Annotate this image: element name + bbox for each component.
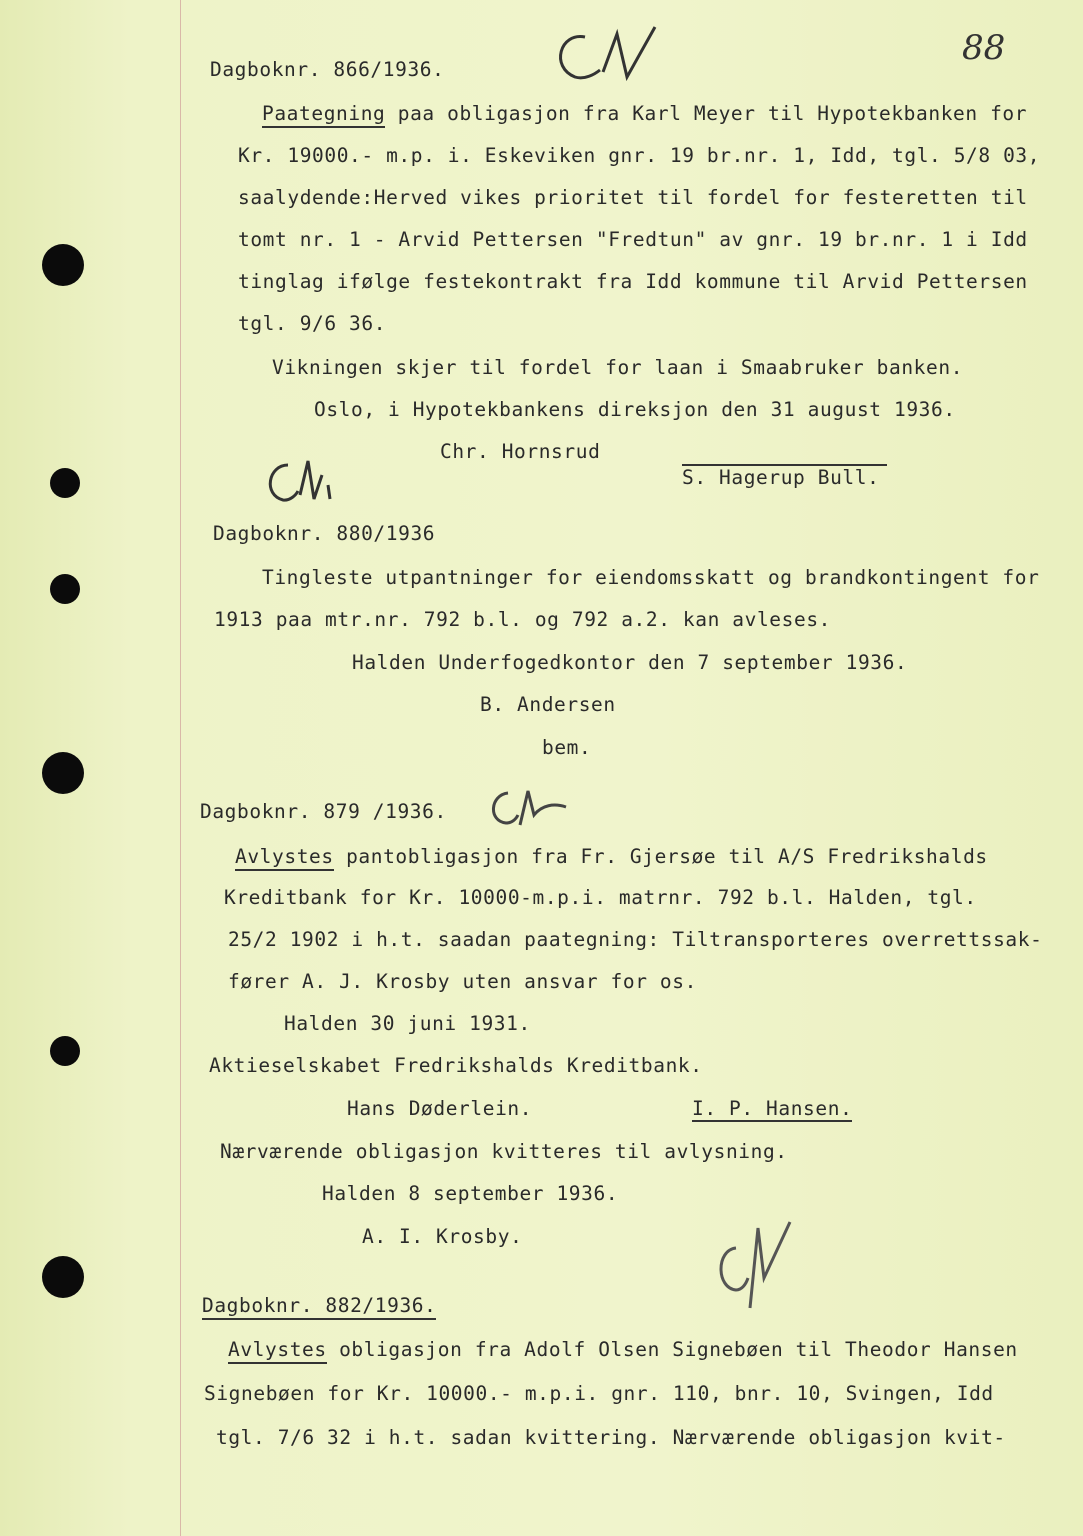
text-line: fører A. J. Krosby uten ansvar for os. [228,970,697,993]
text-line: tinglag ifølge festekontrakt fra Idd kommune til Arvid Pettersen [238,270,1028,293]
underlined-word: Dagboknr. 882/1936. [202,1294,436,1320]
text-line: tgl. 7/6 32 i h.t. sadan kvittering. Nærværende obligasjon kvit- [216,1426,1006,1449]
text-line: tomt nr. 1 - Arvid Pettersen "Fredtun" av gnr. 19 br.nr. 1 i Idd [238,228,1028,251]
text-line-rest: pantobligasjon fra Fr. Gjersøe til A/S Fredrikshalds [333,845,988,868]
punch-hole [42,752,84,794]
signature-name: A. I. Krosby. [362,1225,523,1248]
text-line: Aktieselskabet Fredrikshalds Kreditbank. [209,1054,703,1077]
text-line: Oslo, i Hypotekbankens direksjon den 31 august 1936. [314,398,956,421]
text-line [228,1338,1018,1361]
signature-name: S. Hagerup Bull. [682,464,887,489]
text-line: Nærværende obligasjon kvitteres til avlysning. [220,1140,788,1163]
text-line: Kr. 19000.- m.p. i. Eskeviken gnr. 19 br.nr. 1, Idd, tgl. 5/8 03, [238,144,1041,167]
text-line: Vikningen skjer til fordel for laan i Smaabruker banken. [272,356,964,379]
punch-hole [50,468,80,498]
text-line: 1913 paa mtr.nr. 792 b.l. og 792 a.2. kan avleses. [214,608,831,631]
text-line: Signebøen for Kr. 10000.- m.p.i. gnr. 110, bnr. 10, Svingen, Idd [204,1382,994,1405]
text-line: 25/2 1902 i h.t. saadan paategning: Tiltransporteres overrettssak- [228,928,1043,951]
entry-header: Dagboknr. 879 /1936. [200,800,447,823]
text-line: tgl. 9/6 36. [238,312,387,335]
page-number: 88 [962,28,1006,68]
text-line-rest: paa obligasjon fra Karl Meyer til Hypotekbanken for [385,102,1028,125]
text-line: Kreditbank for Kr. 10000-m.p.i. matrnr. 792 b.l. Halden, tgl. [224,886,977,909]
underlined-word: Avlystes [228,1338,327,1364]
text-line: Tingleste utpantninger for eiendomsskatt og brandkontingent for [262,566,1040,589]
punch-hole [50,574,80,604]
entry-header: Dagboknr. 866/1936. [210,58,445,81]
punch-hole [42,244,84,286]
text-line: bem. [542,736,592,759]
text-line: Halden 30 juni 1931. [284,1012,531,1035]
text-line: saalydende:Herved vikes prioritet til fordel for festeretten til [238,186,1028,209]
punch-hole [50,1036,80,1066]
underlined-word: Avlystes [235,845,334,871]
text-line [262,102,1027,125]
entry-header [202,1294,436,1317]
handwritten-mark [258,455,348,515]
handwritten-mark [484,785,574,835]
signature-name: Chr. Hornsrud [440,440,601,463]
entry-header: Dagboknr. 880/1936 [213,522,436,545]
signature-name: B. Andersen [480,693,616,716]
handwritten-mark [710,1218,810,1318]
text-line [235,845,988,868]
handwritten-mark [545,22,685,92]
punch-hole [42,1256,84,1298]
text-line-rest: obligasjon fra Adolf Olsen Signebøen til Theodor Hansen [326,1338,1018,1361]
text-line: Halden Underfogedkontor den 7 september 1936. [352,651,908,674]
signature-name: Hans Døderlein. [347,1097,533,1120]
signature-name: I. P. Hansen. [692,1097,853,1120]
margin-line [180,0,181,1536]
underlined-word: Paategning [262,102,385,128]
text-line: Halden 8 september 1936. [322,1182,619,1205]
